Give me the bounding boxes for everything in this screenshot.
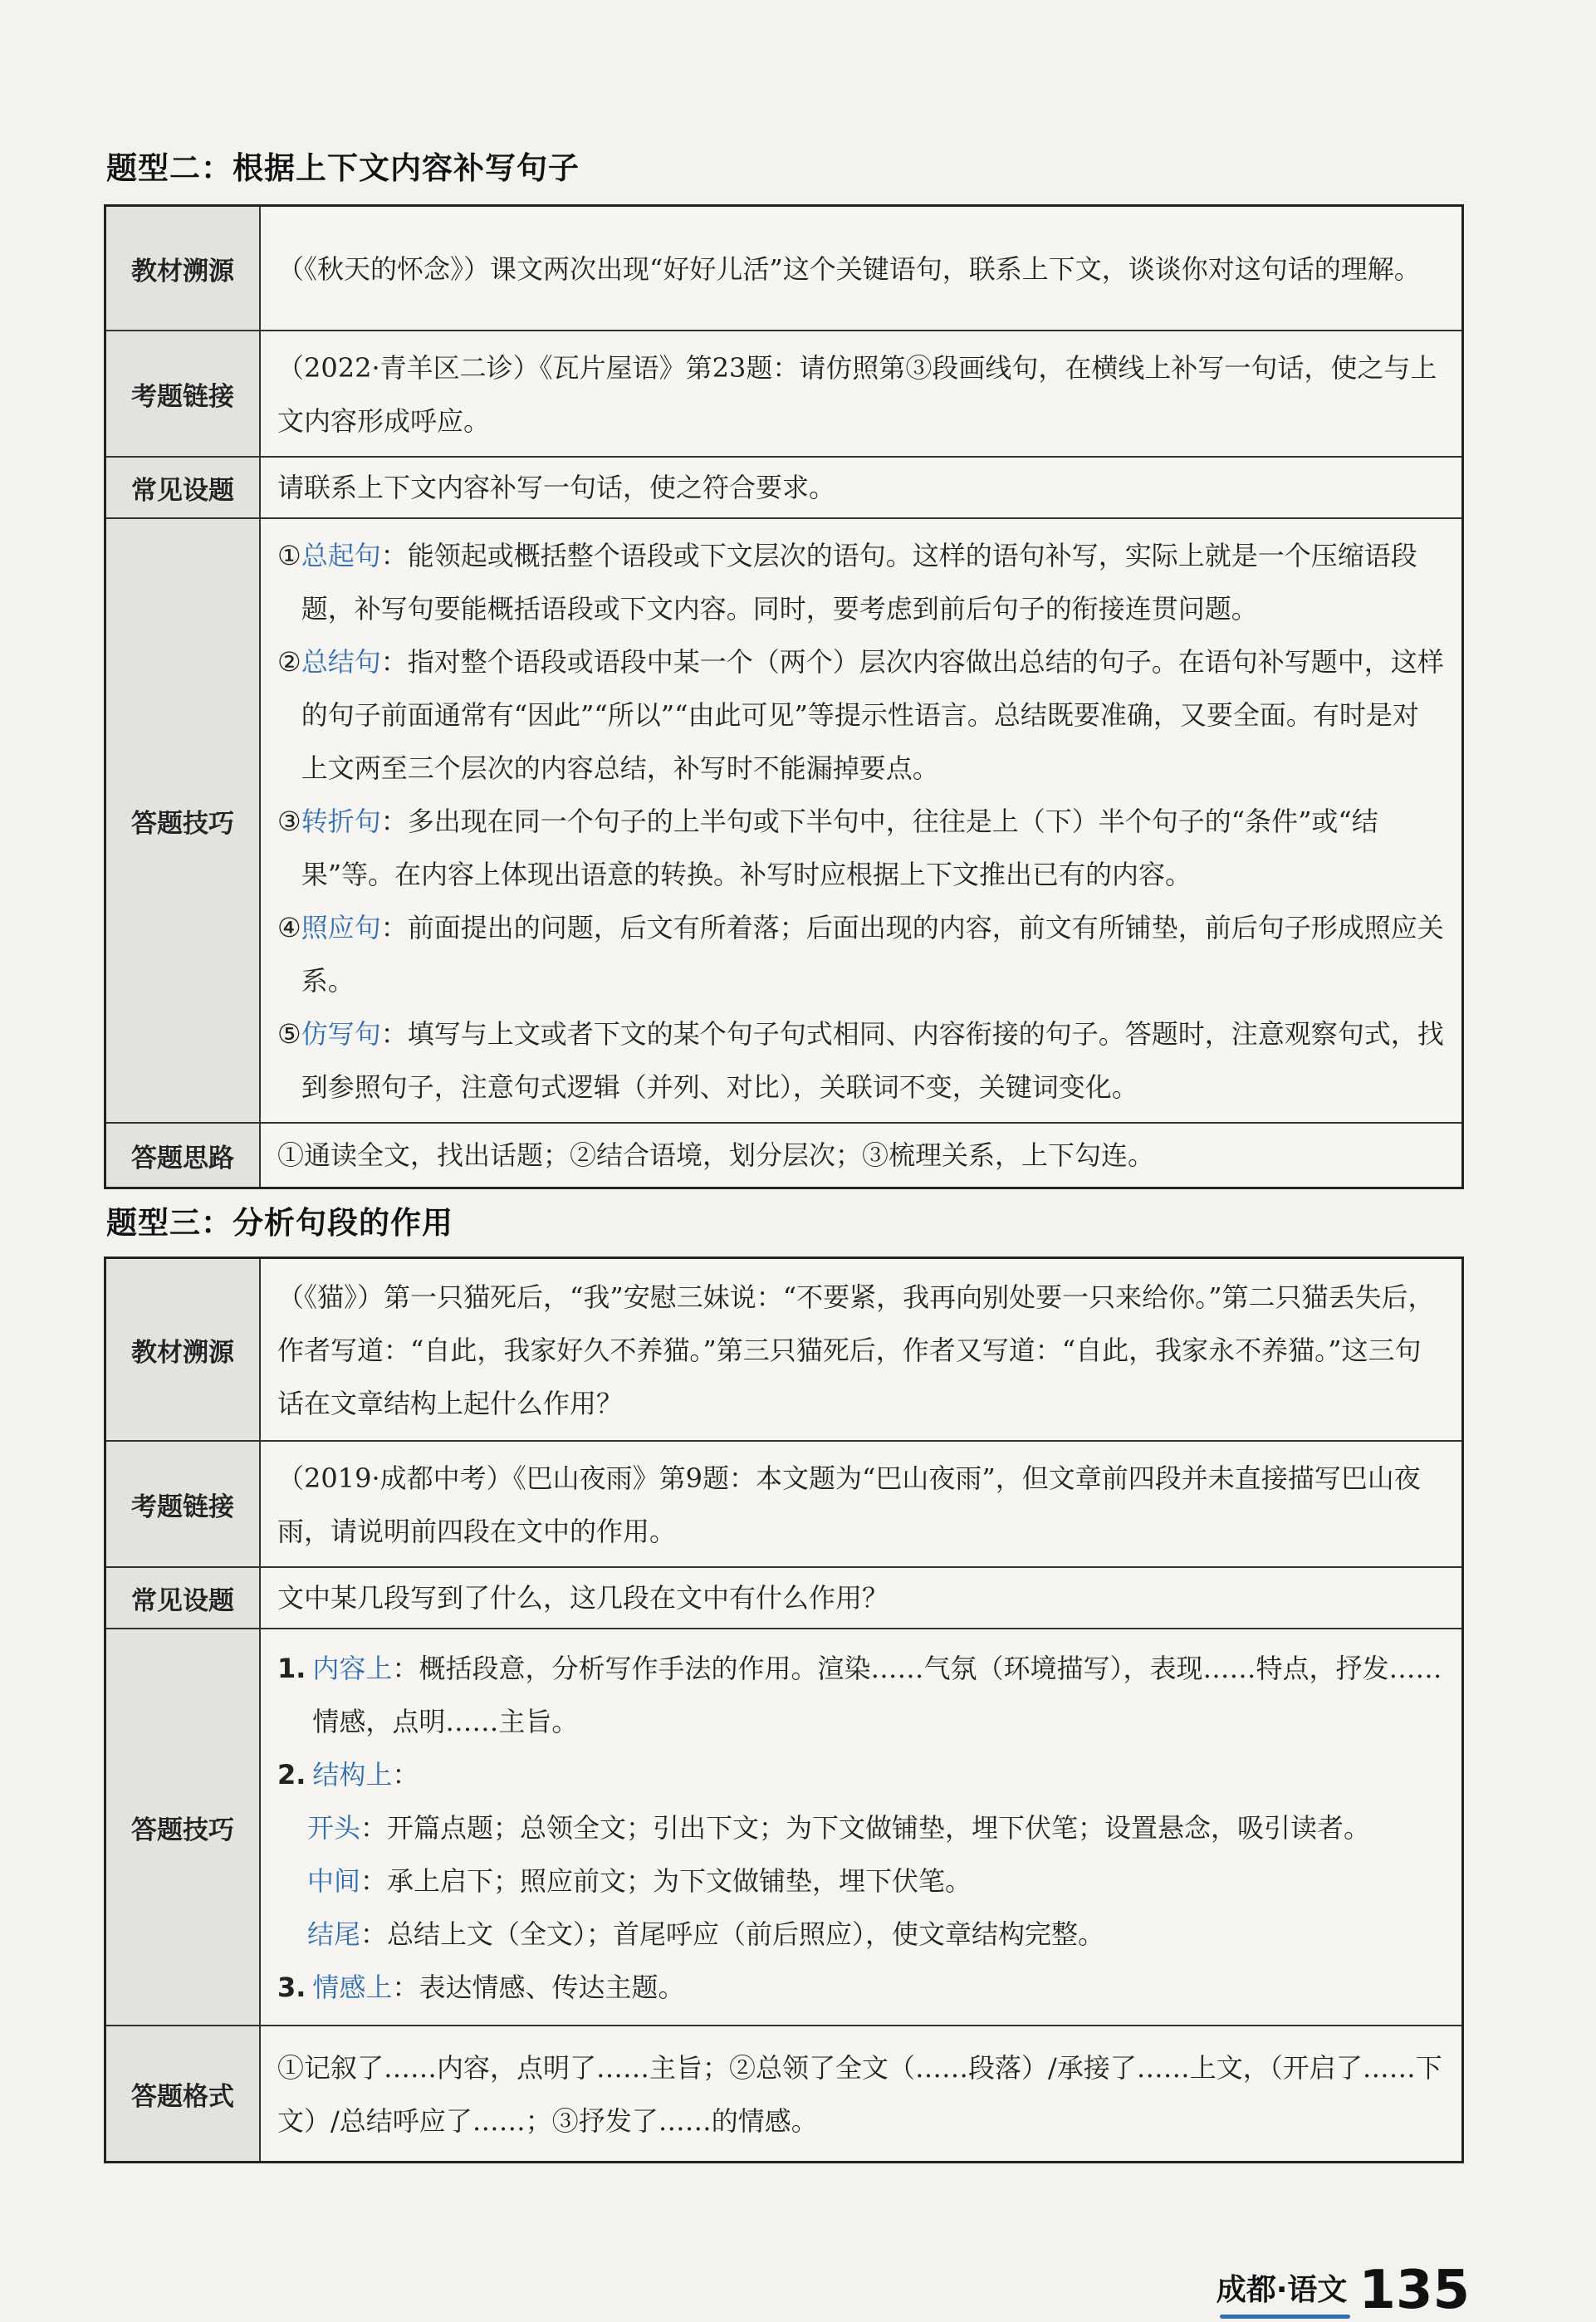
table-row bbox=[105, 1629, 1463, 2026]
row-content: 文中某几段写到了什么，这几段在文中有什么作用？ bbox=[260, 1567, 1463, 1629]
sub-text: ：承上启下；照应前文；为下文做铺垫，埋下伏笔。 bbox=[360, 1865, 972, 1897]
row-content: （2019·成都中考）《巴山夜雨》第9题：本文题为“巴山夜雨”，但文章前四段并未直接描写巴山夜雨，请说明前四段在文中的作用。 bbox=[260, 1441, 1463, 1567]
list-item bbox=[277, 1642, 1445, 1748]
row-content: （《秋天的怀念》）课文两次出现“好好儿活”这个关键语句，联系上下文，谈谈你对这句话的理解。 bbox=[260, 206, 1463, 331]
sub-item bbox=[277, 1801, 1445, 1854]
sub-text: ：开篇点题；总领全文；引出下文；为下文做铺垫，埋下伏笔；设置悬念，吸引读者。 bbox=[360, 1812, 1371, 1844]
row-content: ①记叙了……内容，点明了……主旨；②总领了全文（……段落）/承接了……上文，（开启了……下文）/总结呼应了……；③抒发了……的情感。 bbox=[260, 2026, 1463, 2163]
row-label: 常见设题 bbox=[105, 1567, 261, 1629]
row-content: 请联系上下文内容补写一句话，使之符合要求。 bbox=[260, 457, 1463, 518]
item-text: ：填写与上文或者下文的某个句子句式相同、内容衔接的句子。答题时，注意观察句式，找到参照句子，注意句式逻辑（并列、对比），关联词不变，关键词变化。 bbox=[301, 1018, 1444, 1103]
item-keyword: 转折句 bbox=[301, 806, 381, 837]
item-text: ：能领起或概括整个语段或下文层次的语句。这样的语句补写，实际上就是一个压缩语段题，补写句要能概括语段或下文内容。同时，要考虑到前后句子的衔接连贯问题。 bbox=[301, 540, 1417, 625]
list-item bbox=[277, 795, 1445, 901]
item-keyword: 照应句 bbox=[301, 912, 381, 943]
sub-text: ：总结上文（全文）；首尾呼应（前后照应），使文章结构完整。 bbox=[360, 1918, 1105, 1950]
list-item bbox=[277, 529, 1445, 635]
item-number: 1. bbox=[277, 1653, 306, 1684]
sub-keyword: 开头 bbox=[307, 1812, 361, 1844]
table-row bbox=[105, 1567, 1463, 1629]
row-content bbox=[260, 1629, 1463, 2026]
row-label: 教材溯源 bbox=[105, 1258, 261, 1442]
row-label: 答题格式 bbox=[105, 2026, 261, 2163]
section3-table bbox=[104, 1257, 1464, 2163]
list-item bbox=[277, 901, 1445, 1007]
row-label: 答题技巧 bbox=[105, 1629, 261, 2026]
row-label: 答题思路 bbox=[105, 1123, 261, 1188]
section3-title: 题型三：分析句段的作用 bbox=[106, 1205, 453, 1241]
sub-keyword: 中间 bbox=[307, 1865, 361, 1897]
item-text: ：前面提出的问题，后文有所着落；后面出现的内容，前文有所铺垫，前后句子形成照应关系。 bbox=[301, 912, 1444, 997]
item-number: ① bbox=[277, 540, 301, 571]
item-number: ③ bbox=[277, 806, 301, 837]
table-row bbox=[105, 2026, 1463, 2163]
table-row bbox=[105, 518, 1463, 1123]
item-keyword: 总起句 bbox=[301, 540, 381, 571]
item-keyword: 内容上 bbox=[312, 1653, 393, 1684]
page-footer bbox=[1216, 2251, 1470, 2321]
item-text: ：指对整个语段或语段中某一个（两个）层次内容做出总结的句子。在语句补写题中，这样的句子前面通常有“因此”“所以”“由此可见”等提示性语言。总结既要准确，又要全面。有时是对上文两至三个层次的内容总结，补写时不能漏掉要点。 bbox=[301, 646, 1444, 784]
item-number: ⑤ bbox=[277, 1018, 301, 1050]
row-content bbox=[260, 518, 1463, 1123]
item-number: 2. bbox=[277, 1759, 306, 1790]
item-keyword: 结构上 bbox=[312, 1759, 393, 1790]
item-text: ：表达情感、传达主题。 bbox=[392, 1972, 685, 2003]
item-number: ④ bbox=[277, 912, 301, 943]
item-text: ： bbox=[392, 1759, 419, 1790]
row-label: 答题技巧 bbox=[105, 518, 261, 1123]
row-content: ①通读全文，找出话题；②结合语境，划分层次；③梳理关系，上下勾连。 bbox=[260, 1123, 1463, 1188]
item-keyword: 仿写句 bbox=[301, 1018, 381, 1050]
table-row bbox=[105, 457, 1463, 518]
sub-keyword: 结尾 bbox=[307, 1918, 361, 1950]
list-item bbox=[277, 635, 1445, 795]
row-label: 教材溯源 bbox=[105, 206, 261, 331]
sub-item bbox=[277, 1854, 1445, 1908]
table-row bbox=[105, 331, 1463, 457]
list-item bbox=[277, 1748, 1445, 1801]
table-row bbox=[105, 1258, 1463, 1442]
table-row bbox=[105, 1441, 1463, 1567]
table-row bbox=[105, 1123, 1463, 1188]
row-content: （2022·青羊区二诊）《瓦片屋语》第23题：请仿照第③段画线句，在横线上补写一句话，使之与上文内容形成呼应。 bbox=[260, 331, 1463, 457]
section2-title: 题型二：根据上下文内容补写句子 bbox=[106, 150, 580, 186]
item-text: ：多出现在同一个句子的上半句或下半句中，往往是上（下）半个句子的“条件”或“结果”等。在内容上体现出语意的转换。补写时应根据上下文推出已有的内容。 bbox=[301, 806, 1378, 890]
row-label: 考题链接 bbox=[105, 1441, 261, 1567]
page-number: 135 bbox=[1359, 2260, 1470, 2321]
list-item bbox=[277, 1007, 1445, 1114]
item-keyword: 总结句 bbox=[301, 646, 381, 678]
item-number: ② bbox=[277, 646, 301, 678]
item-keyword: 情感上 bbox=[312, 1972, 393, 2003]
footer-title: 成都·语文 bbox=[1217, 2266, 1348, 2309]
item-text: ：概括段意，分析写作手法的作用。渲染……气氛（环境描写），表现……特点，抒发……情感，点明……主旨。 bbox=[312, 1653, 1442, 1737]
table-row bbox=[105, 206, 1463, 331]
item-number: 3. bbox=[277, 1972, 306, 2003]
row-label: 考题链接 bbox=[105, 331, 261, 457]
section2-table bbox=[104, 204, 1464, 1189]
list-item bbox=[277, 1961, 1445, 2014]
row-content: （《猫》）第一只猫死后，“我”安慰三妹说：“不要紧，我再向别处要一只来给你。”第二只猫丢失后，作者写道：“自此，我家好久不养猫。”第三只猫死后，作者又写道：“自此，我家永不养猫。”这三句话在文章结构上起什么作用？ bbox=[260, 1258, 1463, 1442]
sub-item bbox=[277, 1908, 1445, 1961]
row-label: 常见设题 bbox=[105, 457, 261, 518]
